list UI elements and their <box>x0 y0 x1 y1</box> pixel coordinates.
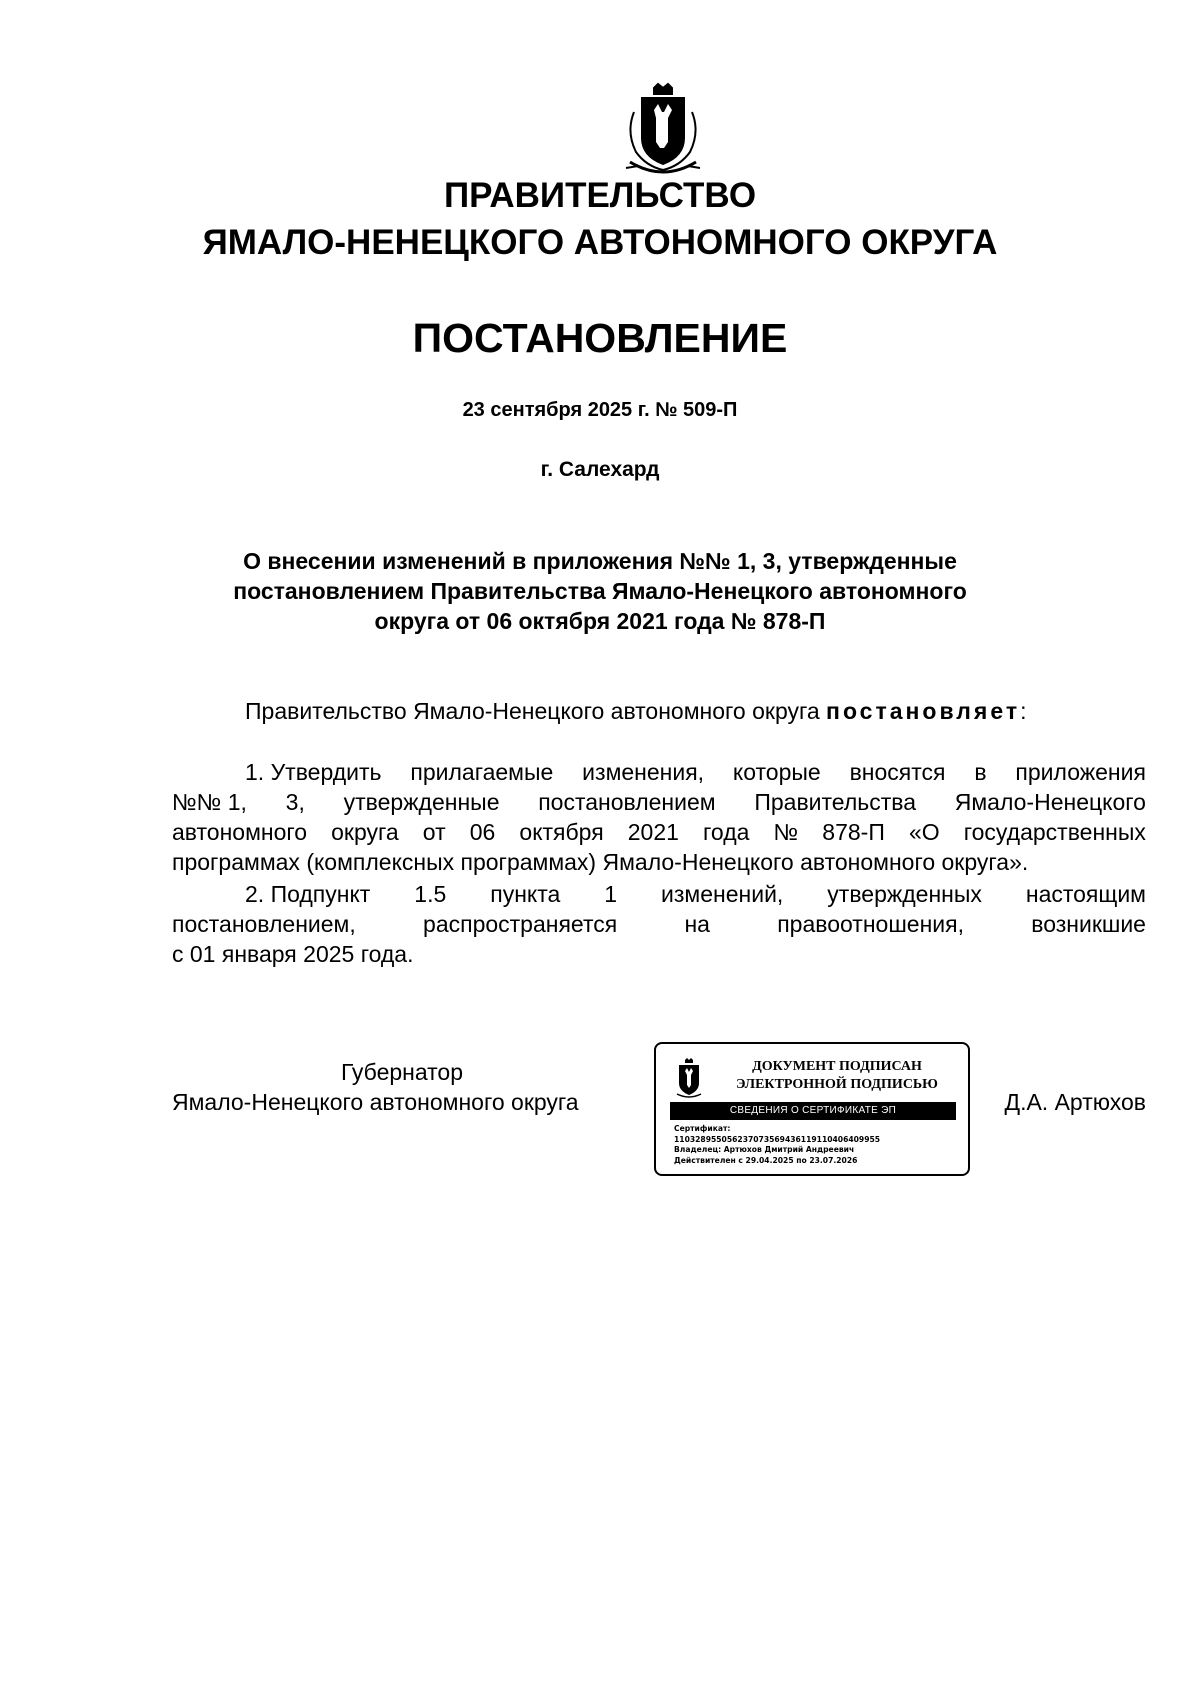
paragraph-word: постановлением, <box>172 911 356 937</box>
paragraph-word: 878-П <box>822 819 885 845</box>
certificate-validity: Действителен с 29.04.2025 по 23.07.2026 <box>674 1155 858 1165</box>
paragraph-line <box>172 817 1146 847</box>
preamble-emphasis: постановляет <box>826 698 1021 724</box>
paragraph-line <box>172 879 1146 909</box>
document-subject <box>200 546 1000 636</box>
paragraph-word: округа <box>331 819 399 845</box>
paragraph-word: на <box>684 911 710 937</box>
document-city: г. Салехард <box>540 458 660 481</box>
paragraph-word: 06 <box>469 819 496 845</box>
paragraph-word: которые <box>732 759 821 785</box>
document-type: ПОСТАНОВЛЕНИЕ <box>412 315 788 361</box>
signatory-name: Д.А. Артюхов <box>1004 1089 1146 1115</box>
paragraph-word: октября <box>519 819 604 845</box>
government-region-title: ЯМАЛО-НЕНЕЦКОГО АВТОНОМНОГО ОКРУГА <box>202 223 998 262</box>
subject-line: О внесении изменений в приложения №№ 1, 3, утвержденные <box>243 548 957 574</box>
paragraph-2 <box>172 879 1146 969</box>
certificate-number: 110328955056237073569436119110406409955 <box>674 1134 881 1144</box>
electronic-signature-stamp <box>654 1042 970 1176</box>
subject-line: округа от 06 октября 2021 года № 878-П <box>374 608 826 634</box>
paragraph-word: 1. Утвердить <box>245 759 382 785</box>
paragraph-word: Правительства <box>754 789 917 815</box>
coat-of-arms-icon <box>676 1058 702 1098</box>
paragraph-word: утвержденные <box>343 789 500 815</box>
paragraph-word: прилагаемые <box>410 759 554 785</box>
certificate-info <box>674 1124 964 1166</box>
certificate-info-bar: СВЕДЕНИЯ О СЕРТИФИКАТЕ ЭП <box>670 1102 956 1120</box>
stamp-title-line: ДОКУМЕНТ ПОДПИСАН <box>752 1059 922 1074</box>
paragraph-word: утвержденных <box>827 881 982 907</box>
paragraph-word: изменения, <box>582 759 705 785</box>
paragraph-word: №№ 1, <box>172 789 247 815</box>
coat-of-arms-icon <box>620 82 706 178</box>
paragraph-word: 1.5 <box>414 881 447 907</box>
certificate-label: Сертификат: <box>674 1124 731 1133</box>
paragraph-word: 2. Подпункт <box>245 881 371 907</box>
signatory-position <box>172 1057 642 1117</box>
paragraph-word: от <box>422 819 446 845</box>
paragraph-word: правоотношения, <box>777 911 964 937</box>
paragraph-word: возникшие <box>1031 911 1146 937</box>
paragraph-1 <box>172 757 1146 877</box>
paragraph-word: Ямало-Ненецкого <box>954 789 1146 815</box>
paragraph-line: с 01 января 2025 года. <box>172 941 414 967</box>
government-title: ПРАВИТЕЛЬСТВО <box>443 176 757 215</box>
preamble-tail: : <box>1020 698 1027 724</box>
paragraph-word: государственных <box>963 819 1146 845</box>
paragraph-word: года <box>703 819 750 845</box>
paragraph-line <box>172 787 1146 817</box>
paragraph-word: вносятся <box>849 759 946 785</box>
paragraph-line: программах (комплексных программах) Ямало-Ненецкого автономного округа». <box>172 849 1029 875</box>
paragraph-word: 3, <box>285 789 305 815</box>
preamble-text: Правительство Ямало-Ненецкого автономного округа <box>245 698 827 724</box>
paragraph-word: настоящим <box>1025 881 1146 907</box>
paragraph-line <box>172 909 1146 939</box>
paragraph-word: № <box>773 819 799 845</box>
paragraph-word: 1 <box>604 881 618 907</box>
preamble <box>172 696 1146 726</box>
paragraph-word: распространяется <box>423 911 618 937</box>
signatory-position-line: Ямало-Ненецкого автономного округа <box>172 1089 579 1115</box>
paragraph-line <box>172 757 1146 787</box>
paragraph-word: пункта <box>490 881 561 907</box>
paragraph-word: «О <box>908 819 940 845</box>
paragraph-word: автономного <box>172 819 308 845</box>
certificate-owner: Владелец: Артюхов Дмитрий Андреевич <box>674 1145 855 1154</box>
paragraph-word: изменений, <box>661 881 784 907</box>
document-date-number: 23 сентября 2025 г. № 509-П <box>462 399 738 421</box>
paragraph-word: постановлением <box>538 789 716 815</box>
subject-line: постановлением Правительства Ямало-Ненецкого автономного <box>233 578 967 604</box>
paragraph-word: приложения <box>1015 759 1146 785</box>
paragraph-word: в <box>974 759 987 785</box>
stamp-title <box>712 1058 962 1094</box>
signatory-position-line: Губернатор <box>340 1059 464 1085</box>
paragraph-word: 2021 <box>627 819 679 845</box>
stamp-title-line: ЭЛЕКТРОННОЙ ПОДПИСЬЮ <box>736 1077 938 1092</box>
